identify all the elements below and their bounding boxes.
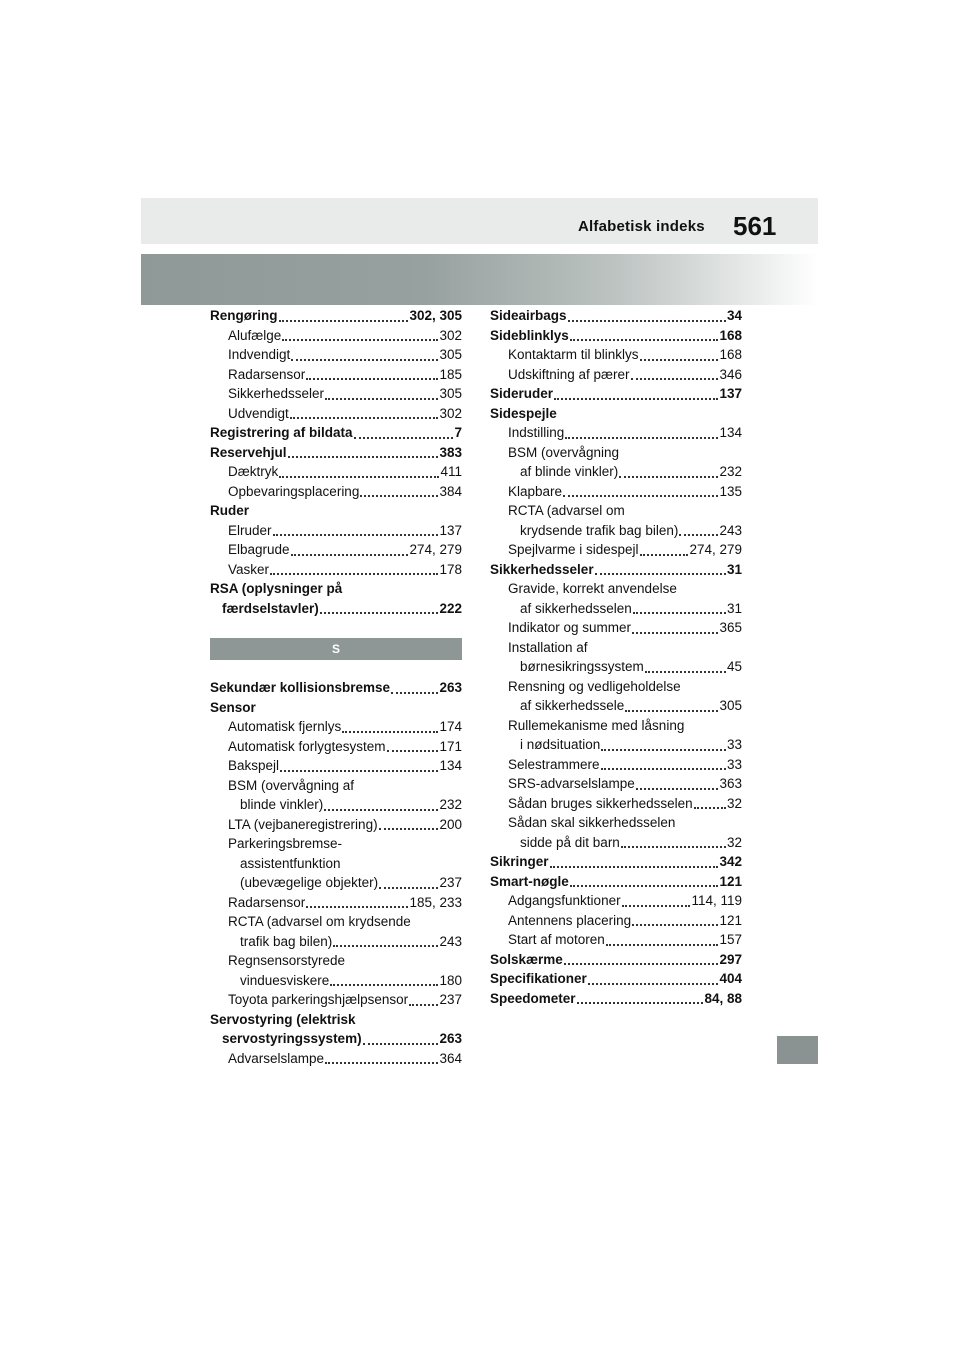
index-subentry: Dæktryk 411 <box>228 464 462 479</box>
index-subentry: Kontaktarm til blinklys 168 <box>508 347 742 362</box>
index-entry: Rengøring 302, 305 <box>210 308 462 323</box>
index-subentry: Udskiftning af pærer 346 <box>508 366 742 382</box>
index-subentry: Elruder 137 <box>228 522 462 538</box>
index-subentry: (ubevægelige objekter) 237 <box>240 875 462 890</box>
index-entry: Reservehjul 383 <box>210 444 462 460</box>
index-subentry: i nødsituation 33 <box>520 737 742 752</box>
index-subentry: Selestrammere 33 <box>508 756 742 772</box>
index-entry: servostyringssystem) 263 <box>222 1031 462 1046</box>
index-subentry-line: Regnsensorstyrede <box>228 953 346 968</box>
index-entry-heading: Ruder <box>210 503 250 518</box>
index-column-left <box>210 306 462 1068</box>
index-subentry: af blinde vinkler) 232 <box>520 464 742 479</box>
index-entry-line: Servostyring (elektrisk <box>210 1011 356 1027</box>
index-subentry: vinduesviskere 180 <box>240 972 462 988</box>
index-entry: Sikkerhedsseler 31 <box>490 561 742 577</box>
index-subentry: Antennens placering 121 <box>508 912 742 928</box>
page-number: 561 <box>733 211 777 241</box>
index-subentry-line: BSM (overvågning af <box>228 777 355 793</box>
index-subentry: Indikator og summer 365 <box>508 620 742 635</box>
index-subentry: Sådan bruges sikkerhedsselen 32 <box>508 795 742 811</box>
index-entry: Sikringer 342 <box>490 854 742 869</box>
index-subentry-line: Sådan skal sikkerhedsselen <box>508 815 676 830</box>
index-subentry: Radarsensor 185, 233 <box>228 894 462 910</box>
index-subentry-line: Installation af <box>508 639 588 655</box>
index-entry: færdselstavler) 222 <box>222 600 462 616</box>
index-entry-heading: Sidespejle <box>490 405 557 421</box>
index-subentry: sidde på dit barn 32 <box>520 834 742 850</box>
index-entry-line: RSA (oplysninger på <box>210 581 343 596</box>
index-column-right <box>490 306 742 1008</box>
index-subentry-line: Rullemekanisme med låsning <box>508 717 685 733</box>
index-subentry: Opbevaringsplacering 384 <box>228 483 462 499</box>
index-entry: Smart-nøgle 121 <box>490 873 742 889</box>
index-subentry: af sikkerhedssele 305 <box>520 698 742 713</box>
index-subentry: børnesikringssystem 45 <box>520 659 742 674</box>
index-subentry: Radarsensor 185 <box>228 366 462 382</box>
index-subentry-line: RCTA (advarsel om krydsende <box>228 914 411 929</box>
index-subentry: Udvendigt 302 <box>228 405 462 421</box>
index-subentry: Bakspejl 134 <box>228 758 462 773</box>
thumb-index-tab <box>777 1036 818 1064</box>
index-subentry: trafik bag bilen) 243 <box>240 933 462 949</box>
index-subentry: blinde vinkler) 232 <box>240 797 462 812</box>
index-entry: Sekundær kollisionsbremse 263 <box>210 680 462 695</box>
index-subentry: Advarselslampe 364 <box>228 1050 462 1066</box>
index-subentry: Start af motoren 157 <box>508 932 742 947</box>
index-entry: Sideairbags 34 <box>490 308 742 323</box>
index-entry: Sideblinklys 168 <box>490 327 742 343</box>
header-bar <box>141 198 818 244</box>
index-subentry: Spejlvarme i sidespejl 274, 279 <box>508 542 742 557</box>
index-subentry: SRS-advarselslampe 363 <box>508 776 742 791</box>
index-subentry: Klapbare 135 <box>508 483 742 499</box>
section-letter-s: S <box>210 638 462 660</box>
index-subentry: Indvendigt 305 <box>228 347 462 362</box>
index-subentry: Vasker 178 <box>228 561 462 577</box>
header-title: Alfabetisk indeks <box>578 218 705 235</box>
index-subentry-line: BSM (overvågning <box>508 444 620 460</box>
index-subentry-line: assistentfunktion <box>240 855 341 871</box>
index-subentry: Indstilling 134 <box>508 425 742 440</box>
index-subentry: LTA (vejbaneregistrering) 200 <box>228 816 462 832</box>
index-entry-heading: Sensor <box>210 699 256 715</box>
index-subentry: af sikkerhedsselen 31 <box>520 600 742 616</box>
index-entry: Registrering af bildata 7 <box>210 425 462 440</box>
index-subentry-line: Parkeringsbremse- <box>228 836 343 851</box>
index-subentry-line: Rensning og vedligeholdelse <box>508 678 681 694</box>
index-subentry-line: Gravide, korrekt anvendelse <box>508 581 677 596</box>
decorative-band <box>141 254 818 305</box>
index-entry: Sideruder 137 <box>490 386 742 401</box>
index-entry: Solskærme 297 <box>490 951 742 967</box>
index-subentry: Alufælge 302 <box>228 327 462 343</box>
index-subentry: Elbagrude 274, 279 <box>228 542 462 557</box>
index-subentry-line: RCTA (advarsel om <box>508 503 625 518</box>
index-subentry: Adgangsfunktioner 114, 119 <box>508 893 742 908</box>
index-subentry: Toyota parkeringshjælpsensor 237 <box>228 992 462 1007</box>
index-subentry: krydsende trafik bag bilen) 243 <box>520 522 742 538</box>
index-entry: Specifikationer 404 <box>490 971 742 986</box>
index-subentry: Automatisk forlygtesystem 171 <box>228 738 462 754</box>
index-subentry: Sikkerhedsseler 305 <box>228 386 462 401</box>
index-entry: Speedometer 84, 88 <box>490 990 742 1006</box>
index-subentry: Automatisk fjernlys 174 <box>228 719 462 734</box>
